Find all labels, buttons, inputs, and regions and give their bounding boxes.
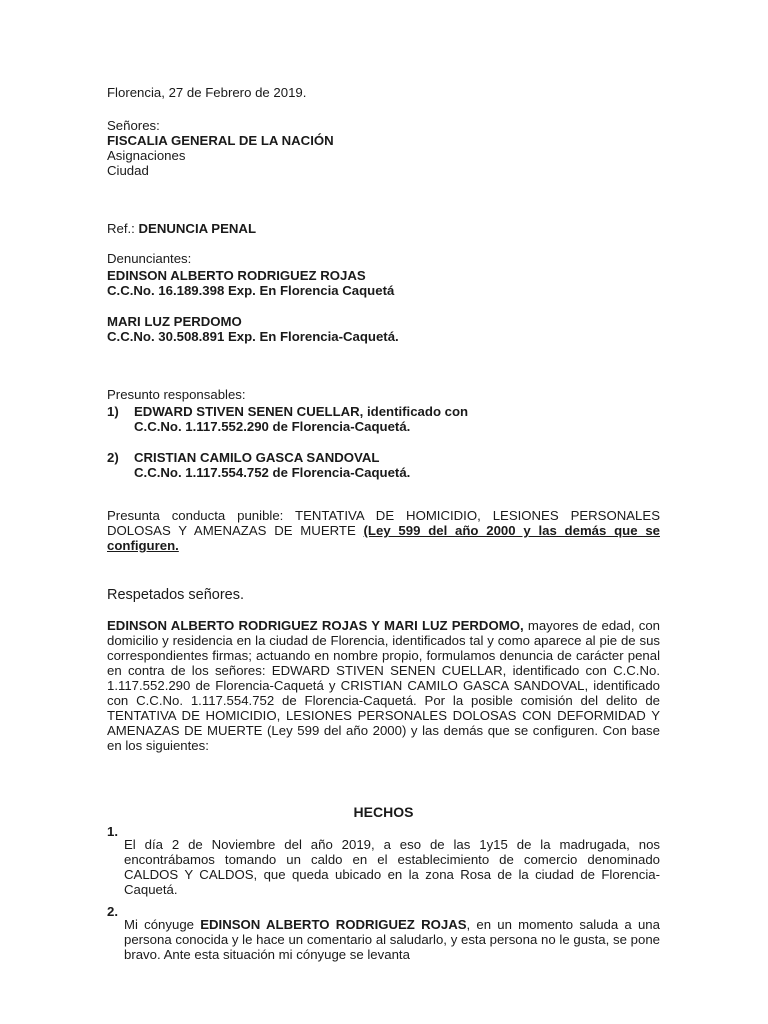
- item-number: 2.: [107, 904, 118, 919]
- complainant-id: C.C.No. 16.189.398 Exp. En Florencia Caquetá: [107, 283, 395, 298]
- responsible-label: Presunto responsables:: [107, 387, 246, 403]
- body-lead: EDINSON ALBERTO RODRIGUEZ ROJAS Y MARI LUZ PERDOMO,: [107, 618, 524, 634]
- responsible-line2: C.C.No. 1.117.552.290 de Florencia-Caquetá.: [134, 419, 411, 434]
- addressee-city: Ciudad: [107, 163, 149, 178]
- complainant-id: C.C.No. 30.508.891 Exp. En Florencia-Caquetá.: [107, 329, 399, 344]
- hechos-item-1: [107, 824, 660, 910]
- salutation: Señores:: [107, 118, 160, 133]
- responsible-line1: EDWARD STIVEN SENEN CUELLAR, identificado con: [134, 404, 469, 419]
- complainants-label: Denunciantes:: [107, 251, 192, 267]
- responsible-line1: CRISTIAN CAMILO GASCA SANDOVAL: [134, 450, 380, 465]
- hechos-item-2: [107, 904, 660, 975]
- greeting: Respetados señores.: [107, 586, 245, 603]
- addressee-block: [107, 118, 660, 178]
- addressee-entity: FISCALIA GENERAL DE LA NACIÓN: [107, 133, 334, 148]
- conduct-law: (Ley 599 del año 2000 y las demás que se configuren.: [107, 523, 660, 554]
- addressee-dept: Asignaciones: [107, 148, 186, 163]
- complainant-name: EDINSON ALBERTO RODRIGUEZ ROJAS: [107, 268, 366, 283]
- reference-line: [107, 221, 660, 236]
- complainant-name: MARI LUZ PERDOMO: [107, 314, 242, 329]
- complainant-1: [107, 268, 660, 298]
- reference-value: DENUNCIA PENAL: [138, 221, 257, 237]
- conduct-text: Presunta conducta punible: TENTATIVA DE HOMICIDIO, LESIONES PERSONALES DOLOSAS Y AMENAZAS DE MUERTE: [107, 508, 660, 539]
- item-number: 2): [107, 450, 119, 465]
- item-number: 1): [107, 404, 119, 419]
- hechos-item-text: [124, 917, 660, 962]
- hechos-title: HECHOS: [353, 804, 414, 820]
- date-line: Florencia, 27 de Febrero de 2019.: [107, 85, 307, 101]
- body-paragraph: [107, 618, 660, 753]
- item-number: 1.: [107, 824, 118, 839]
- conduct-paragraph: [107, 508, 660, 553]
- responsible-1: [107, 404, 660, 434]
- responsible-line2: C.C.No. 1.117.554.752 de Florencia-Caquetá.: [134, 465, 411, 480]
- hechos-item-text: El día 2 de Noviembre del año 2019, a eso de las 1y15 de la madrugada, nos encontrábamos tomando un caldo en el establecimiento de comercio denominado CALDOS Y CALDOS, que queda ubicado en la zona Rosa de la ciudad de Florencia-Caquetá.: [124, 837, 660, 898]
- body-text: mayores de edad, con domicilio y residencia en la ciudad de Florencia, identificados tal y como aparece al pie de sus correspondientes firmas; actuando en nombre propio, formulamos denuncia de carácter penal en contra de los señores: EDWARD STIVEN SENEN CUELLAR, identificado con C.C.No. 1.117.552.290 de Florencia-Caquetá y CRISTIAN CAMILO GASCA SANDOVAL, identificado con C.C.No. 1.117.554.752 de Florencia-Caquetá. Por la posible comisión del delito de TENTATIVA DE HOMICIDIO, LESIONES PERSONALES DOLOSAS CON DEFORMIDAD Y AMENAZAS DE MUERTE (Ley 599 del año 2000) y las demás que se configuren. Con base en los siguientes:: [107, 618, 660, 754]
- hechos-item-pre: Mi cónyuge: [124, 917, 194, 933]
- hechos-item-bold: EDINSON ALBERTO RODRIGUEZ ROJAS: [200, 917, 467, 933]
- hechos-item-post: , en un momento saluda a una persona conocida y le hace un comentario al saludarlo, y esta persona no le gusta, se pone bravo. Ante esta situación mi cónyuge se levanta: [124, 917, 660, 963]
- complainant-2: [107, 314, 660, 344]
- reference-label: Ref.:: [107, 221, 135, 237]
- responsible-2: [107, 450, 660, 480]
